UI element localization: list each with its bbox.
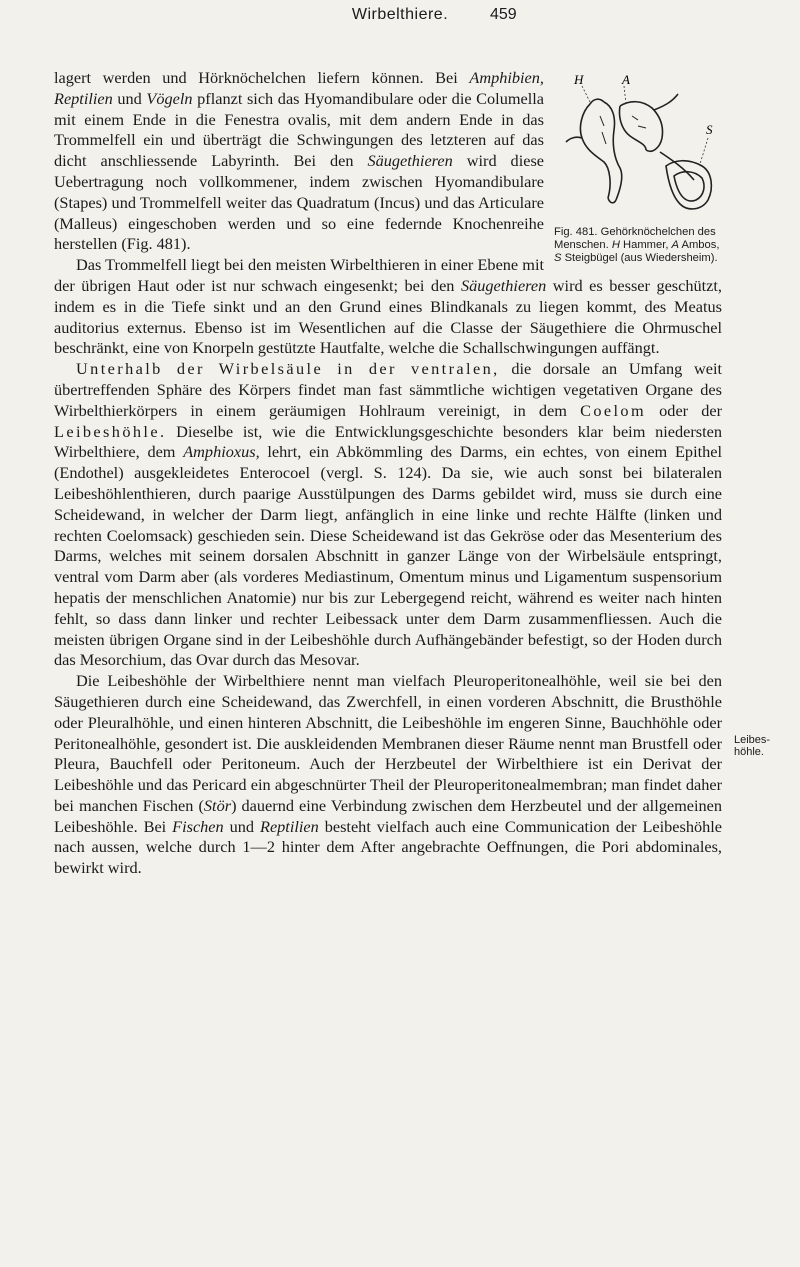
margin-note: Leibes-höhle. — [734, 734, 771, 758]
figure-481 — [554, 72, 726, 265]
caption-a: A — [671, 239, 680, 251]
caption-text: Gehörknöchelchen des Menschen. — [554, 226, 716, 251]
ossicles-illustration — [560, 72, 720, 222]
caption-h-text: Hammer, — [623, 239, 669, 251]
caption-s-text: Steigbügel — [564, 252, 618, 264]
caption-s: S — [554, 252, 562, 264]
caption-fig-number: Fig. 481. — [554, 226, 598, 238]
label-a: A — [622, 72, 630, 87]
paragraph-2: Das Trommelfell liegt bei den meisten Wirbelthieren in einer Ebene mit der übrigen Haut oder ist nur schwach eingesenkt; bei den Säugethieren wird es besser geschützt, indem es in die Tiefe sinkt und an den Grund eines Blindkanals zu liegen kommt, des Meatus auditorius externus. Ebenso ist im Wesentlichen auf die Classe der Säugethiere die Ohrmuschel beschränkt, eine von Knorpeln gestützte Hautfalte, welche die Schallschwingungen auffängt. — [54, 255, 722, 358]
caption-source: (aus Wiedersheim). — [620, 252, 718, 264]
stirrup-drawing — [660, 152, 711, 209]
page-body — [54, 68, 722, 879]
caption-a-text: Ambos, — [681, 239, 720, 251]
hammer-drawing — [566, 99, 622, 203]
paragraph-4: Die Leibeshöhle der Wirbelthiere nennt man vielfach Pleuroperitonealhöhle, weil sie bei den Säugethieren durch eine Scheidewand, das Zwerchfell, in einen vorderen Abschnitt, die Brusthöhle oder Pleuralhöhle, und einen hinteren Abschnitt, die Leibeshöhle im engeren Sinne, Bauchhöhle oder Peritonealhöhle, gesondert ist. Die auskleidenden Membranen dieser Räume nennt man Brustfell oder Pleura, Bauchfell oder Peritoneum. Auch der Herzbeutel der Wirbelthiere ist ein Derivat der Leibeshöhle und das Pericard ein abgeschnürter Theil der Pleuroperitonealmembran; man findet daher bei manchen Fischen (Stör) dauernd eine Verbindung zwischen dem Herzbeutel und der allgemeinen Leibeshöhle. Bei Fischen und Reptilien besteht vielfach auch eine Communication der Leibeshöhle nach aussen, welche durch 1—2 hinter dem After angebrachte Oeffnungen, die Pori abdominales, bewirkt wird. — [54, 671, 723, 878]
paragraph-3: Unterhalb der Wirbelsäule in der ventralen, die dorsale an Umfang weit übertreffenden Sphäre des Körpers findet man fast sämmtliche wichtigen vegetativen Organe des Wirbelthierkörpers in einem geräumigen Hohlraum vereinigt, in dem Coelom oder der Leibeshöhle. Dieselbe ist, wie die Entwicklungsgeschichte besonders klar beim niedersten Wirbelthiere, dem Amphioxus, lehrt, ein Abkömmling des Darms, ein echtes, von einem Epithel (Endothel) ausgekleidetes Enterocoel (vergl. S. 124). Da sie, wie auch sonst bei bilateralen Leibeshöhlenthieren, durch paarige Ausstülpungen des Darms gebildet wird, muss sie durch eine Scheidewand, in welcher der Darm liegt, anfänglich in eine linke und rechte Hälfte (linken und rechten Coelomsack) geschieden sein. Diese Scheidewand ist das Gekröse oder das Mesenterium des Darms, welches mit seinem dorsalen Abschnitt in ganzer Länge von der Wirbelsäule entspringt, ventral vom Darm aber (als vorderes Mediastinum, Omentum minus und Ligamentum suspensorium hepatis der menschlichen Anatomie) nur bis zur Lebergegend reicht, während es weiter nach hinten fehlt, so dass dann linker und rechter Leibessack unter dem Darm zusammenfliessen. Auch die meisten übrigen Organe sind in der Leibeshöhle durch Aufhängebänder befestigt, so der Hoden durch das Mesorchium, das Ovar durch das Mesovar. — [54, 359, 723, 670]
page-header — [0, 6, 800, 32]
label-s: S — [706, 122, 713, 137]
anvil-drawing — [619, 94, 678, 151]
page-number: 459 — [490, 6, 517, 23]
paragraph-1: lagert werden und Hörknöchelchen liefern können. Bei Amphibien, Reptilien und Vögeln pflanzt sich das Hyomandibulare oder die Columella mit einem Ende in die Fenestra ovalis, mit dem andern Ende in das Trommelfell ein und überträgt die Schwingungen des letzteren auf das dicht anschliessende Labyrinth. Bei den Säugethieren wird diese Uebertragung noch vollkommener, indem zwischen Hyomandibulare (Stapes) und Trommelfell weiter das Quadratum (Incus) und das Articulare (Malleus) eingeschoben werden und so eine federnde Knochenreihe herstellen (Fig. 481). — [54, 68, 545, 254]
running-head: Wirbelthiere. — [351, 6, 449, 23]
label-h: H — [574, 72, 584, 87]
leader-lines — [582, 86, 708, 164]
caption-h: H — [611, 239, 620, 251]
figure-caption — [554, 226, 726, 265]
